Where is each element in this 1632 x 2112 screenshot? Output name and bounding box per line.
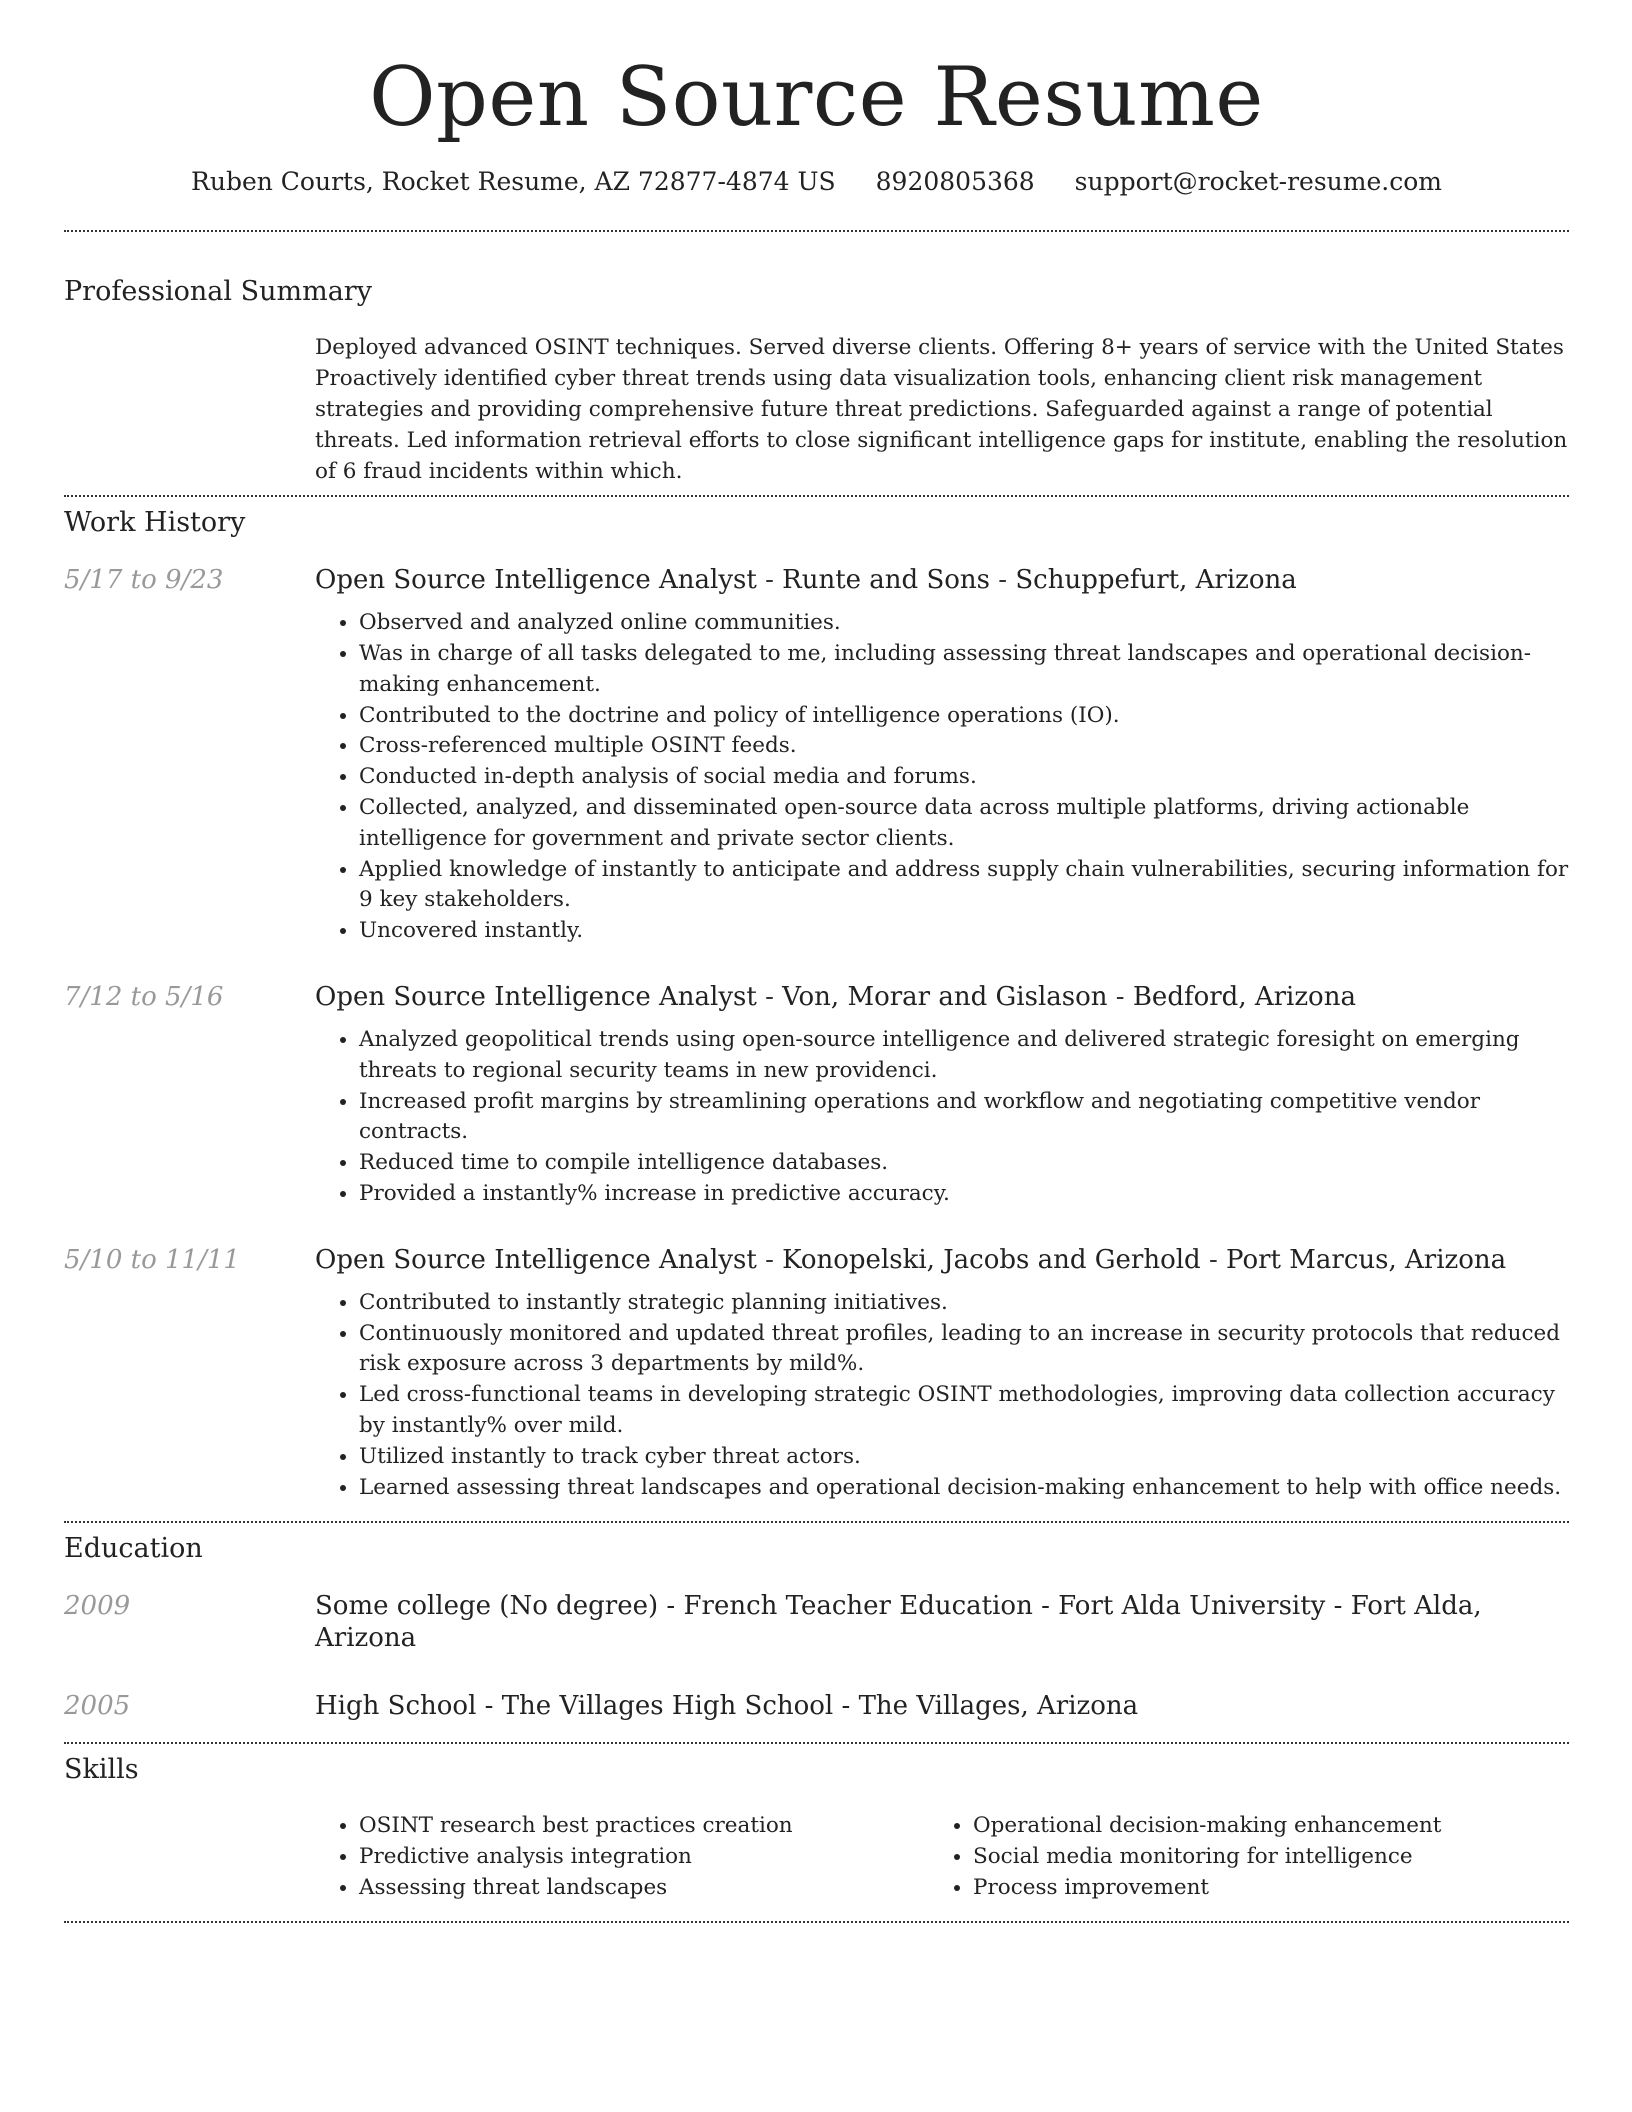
- divider: [64, 230, 1569, 232]
- job-dates: 5/17 to 9/23: [64, 565, 224, 596]
- job-bullet: • Cross-referenced multiple OSINT feeds.: [359, 731, 1569, 762]
- job-location: Bedford, Arizona: [1132, 981, 1356, 1012]
- job-role: Open Source Intelligence Analyst: [315, 1244, 757, 1275]
- contact-line: [64, 167, 1569, 196]
- job-bullet: • Continuously monitored and updated threat profiles, leading to an increase in security protocols that reduced risk exposure across 3 departments by mild%.: [359, 1319, 1569, 1381]
- job-separator: -: [990, 565, 1016, 596]
- job-entry: [64, 564, 1569, 947]
- resume-title: Open Source Resume: [369, 51, 1264, 145]
- summary-section-title: Professional Summary: [64, 276, 372, 308]
- skills-column: [929, 1810, 1543, 1903]
- job-location: Schuppefurt, Arizona: [1015, 565, 1297, 596]
- job-separator: -: [756, 565, 783, 596]
- job-bullet: • Reduced time to compile intelligence databases.: [359, 1148, 1569, 1179]
- education-location: Fort Alda, Arizona: [315, 1591, 1482, 1654]
- education-separator: -: [658, 1591, 684, 1622]
- job-bullet: • Observed and analyzed online communities.: [359, 608, 1569, 639]
- work-section-title: Work History: [64, 507, 246, 539]
- skills-list: [315, 1810, 1569, 1903]
- job-bullet: • Applied knowledge of instantly to anticipate and address supply chain vulnerabilities, securing information for 9 key stakeholders.: [359, 855, 1569, 917]
- job-bullet: • Contributed to the doctrine and policy of intelligence operations (IO).: [359, 701, 1569, 732]
- job-bullet: • Utilized instantly to track cyber threat actors.: [359, 1442, 1569, 1473]
- divider: [64, 495, 1569, 497]
- education-school: Fort Alda University: [1058, 1591, 1326, 1622]
- job-separator: -: [756, 1244, 783, 1275]
- job-heading: [315, 1244, 1569, 1276]
- skill-item: • Predictive analysis integration: [359, 1841, 929, 1872]
- education-heading: [315, 1590, 1569, 1654]
- contact-phone: 8920805368: [875, 167, 1035, 197]
- job-bullet: • Contributed to instantly strategic planning initiatives.: [359, 1288, 1569, 1319]
- job-company: Runte and Sons: [782, 565, 991, 596]
- job-bullet: • Was in charge of all tasks delegated to me, including assessing threat landscapes and operational decision-making enhancement.: [359, 639, 1569, 701]
- job-separator: -: [1107, 981, 1133, 1012]
- job-dates: 7/12 to 5/16: [64, 981, 224, 1012]
- job-bullet: • Provided a instantly% increase in predictive accuracy.: [359, 1179, 1569, 1210]
- job-bullet: • Uncovered instantly.: [359, 916, 1569, 947]
- skills-section-title: Skills: [64, 1754, 139, 1786]
- job-entry: [64, 981, 1569, 1210]
- skill-item: • Operational decision-making enhancement: [973, 1810, 1543, 1841]
- education-section-title: Education: [64, 1533, 203, 1565]
- job-heading: [315, 981, 1569, 1013]
- job-location: Port Marcus, Arizona: [1226, 1244, 1507, 1275]
- divider: [64, 1921, 1569, 1923]
- job-company: Konopelski, Jacobs and Gerhold: [782, 1244, 1201, 1275]
- job-heading: [315, 564, 1569, 596]
- job-role: Open Source Intelligence Analyst: [315, 981, 757, 1012]
- summary-text: Deployed advanced OSINT techniques. Served diverse clients. Offering 8+ years of service with the United States Proactively identified cyber threat trends using data visualization tools, enhancing client risk management strategies and providing comprehensive future threat predictions. Safeguarded against a range of potential threats. Led information retrieval efforts to close significant intelligence gaps for institute, enabling the resolution of 6 fraud incidents within which.: [315, 335, 1568, 485]
- education-separator: -: [476, 1691, 502, 1722]
- contact-address: Ruben Courts, Rocket Resume, AZ 72877-4874 US: [191, 167, 836, 197]
- job-bullet: • Conducted in-depth analysis of social media and forums.: [359, 762, 1569, 793]
- job-bullet: • Led cross-functional teams in developing strategic OSINT methodologies, improving data collection accuracy by instantly% over mild.: [359, 1380, 1569, 1442]
- education-school: The Villages High School: [501, 1691, 834, 1722]
- job-bullet: • Learned assessing threat landscapes and operational decision-making enhancement to help with office needs.: [359, 1473, 1569, 1504]
- skills-column: [315, 1810, 929, 1903]
- education-entry: [64, 1690, 1569, 1722]
- education-separator: -: [1325, 1591, 1351, 1622]
- skill-item: • Assessing threat landscapes: [359, 1872, 929, 1903]
- job-bullets: [315, 1288, 1569, 1504]
- job-role: Open Source Intelligence Analyst: [315, 565, 757, 596]
- job-company: Von, Morar and Gislason: [782, 981, 1108, 1012]
- skill-item: • Social media monitoring for intelligence: [973, 1841, 1543, 1872]
- divider: [64, 1742, 1569, 1744]
- job-entry: [64, 1244, 1569, 1504]
- education-separator: -: [833, 1691, 859, 1722]
- education-separator: -: [1032, 1591, 1059, 1622]
- job-bullets: [315, 608, 1569, 947]
- job-separator: -: [1200, 1244, 1227, 1275]
- education-degree: High School: [315, 1691, 477, 1722]
- education-year: 2005: [64, 1691, 131, 1722]
- skill-item: • OSINT research best practices creation: [359, 1810, 929, 1841]
- resume-page: [64, 0, 1569, 1923]
- education-location: The Villages, Arizona: [858, 1691, 1139, 1722]
- education-field: French Teacher Education: [683, 1591, 1033, 1622]
- divider: [64, 1521, 1569, 1523]
- skill-item: • Process improvement: [973, 1872, 1543, 1903]
- contact-email: support@rocket-resume.com: [1074, 167, 1442, 197]
- job-dates: 5/10 to 11/11: [64, 1244, 240, 1275]
- job-separator: -: [756, 981, 783, 1012]
- job-bullet: • Analyzed geopolitical trends using open-source intelligence and delivered strategic foresight on emerging threats to regional security teams in new providenci.: [359, 1025, 1569, 1087]
- education-year: 2009: [64, 1591, 131, 1622]
- education-entry: [64, 1590, 1569, 1654]
- job-bullet: • Collected, analyzed, and disseminated open-source data across multiple platforms, driving actionable intelligence for government and private sector clients.: [359, 793, 1569, 855]
- education-heading: [315, 1690, 1569, 1722]
- job-bullet: • Increased profit margins by streamlining operations and workflow and negotiating competitive vendor contracts.: [359, 1087, 1569, 1149]
- education-degree: Some college (No degree): [315, 1591, 659, 1622]
- job-bullets: [315, 1025, 1569, 1210]
